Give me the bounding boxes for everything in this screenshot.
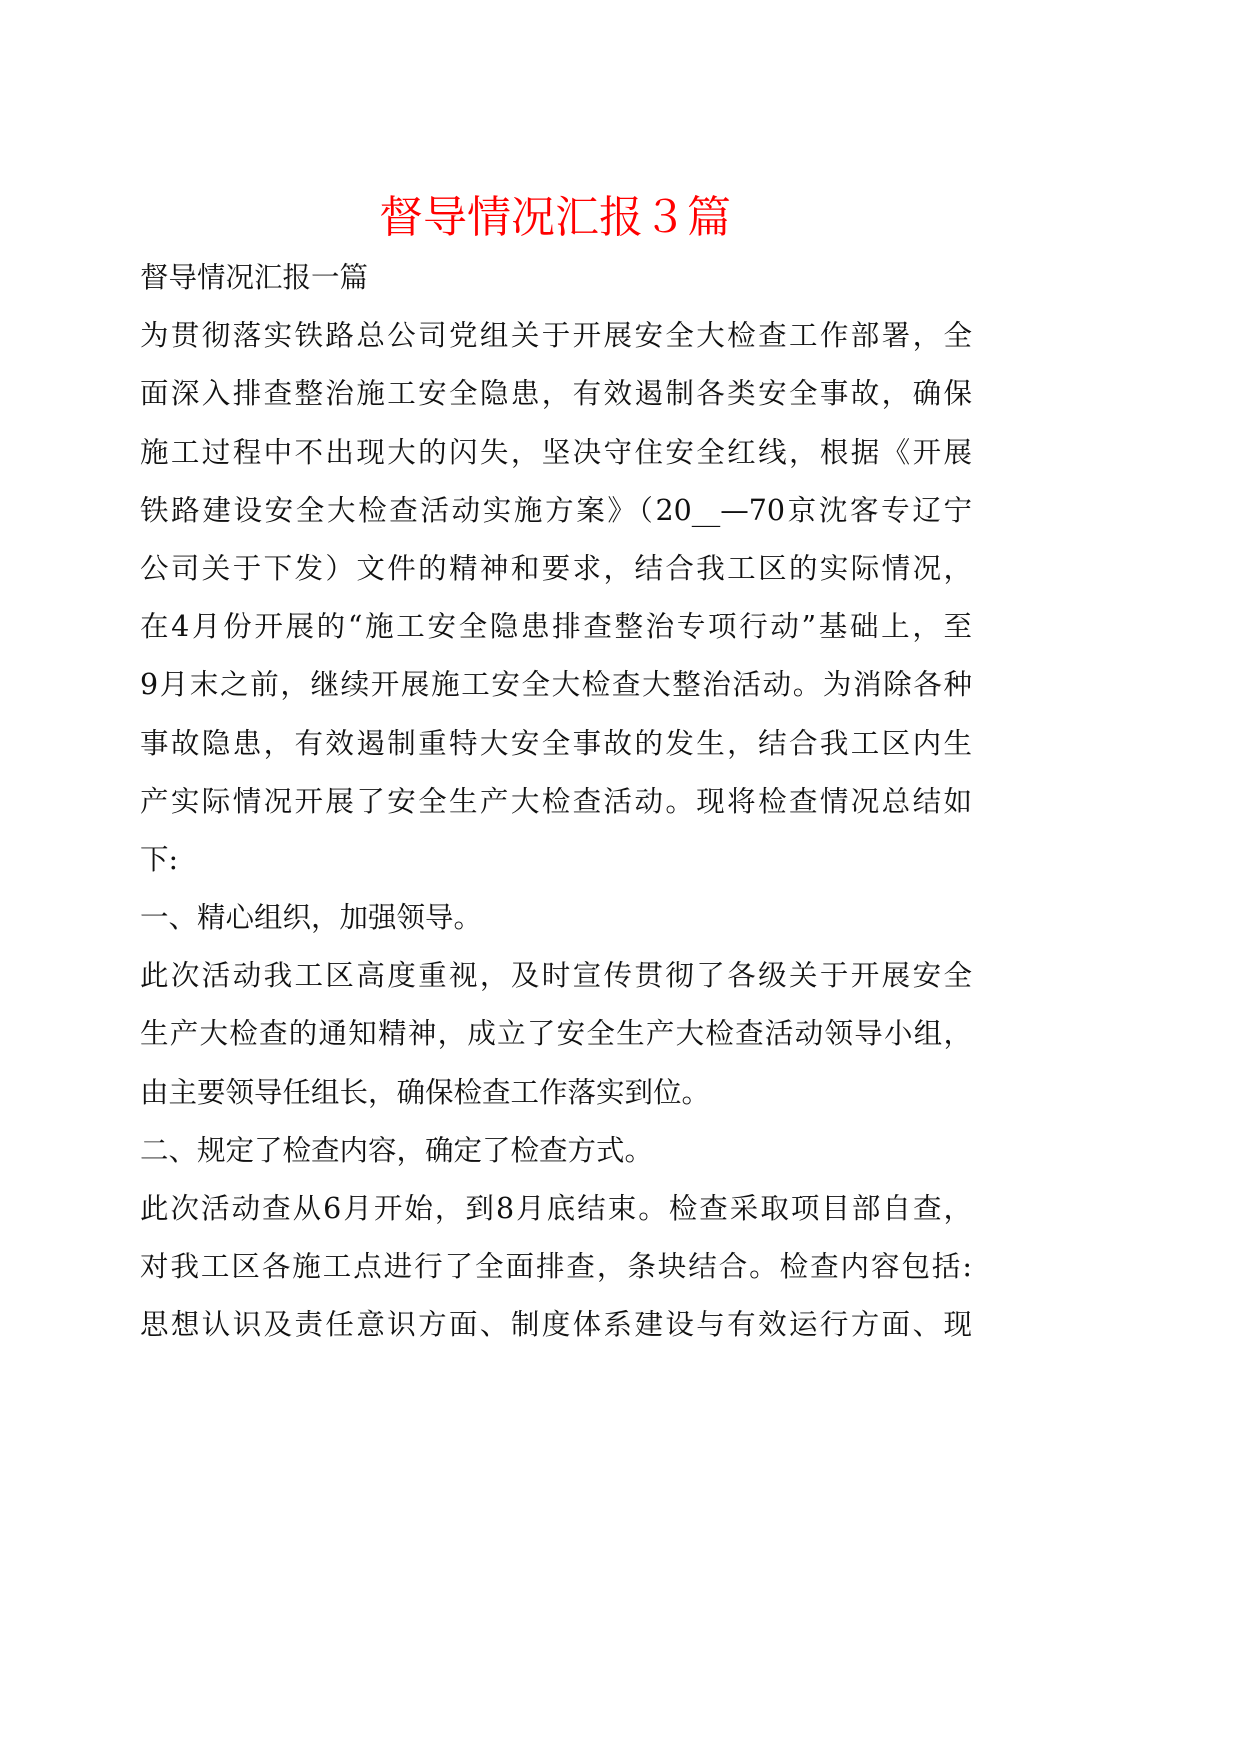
- text-line: 面深入排查整治施工安全隐患，有效遏制各类安全事故，确保: [140, 377, 972, 411]
- text-line: 二、规定了检查内容，确定了检查方式。: [140, 1133, 654, 1167]
- text-line: 公司关于下发）文件的精神和要求，结合我工区的实际情况，: [140, 551, 972, 585]
- text-line: 思想认识及责任意识方面、制度体系建设与有效运行方面、现: [140, 1308, 972, 1342]
- text-line: 一、精心组织，加强领导。: [140, 901, 483, 935]
- text-line: 事故隐患，有效遏制重特大安全事故的发生，结合我工区内生: [140, 726, 972, 760]
- text-line: 9月末之前，继续开展施工安全大检查大整治活动。为消除各种: [140, 668, 972, 702]
- text-line: 此次活动查从6月开始，到8月底结束。检查采取项目部自查，: [140, 1192, 972, 1225]
- text-line: 在4月份开展的“施工安全隐患排查整治专项行动”基础上，至: [140, 610, 972, 644]
- text-line: 铁路建设安全大检查活动实施方案》（20__—70京沈客专辽宁: [140, 493, 972, 527]
- text-line: 为贯彻落实铁路总公司党组关于开展安全大检查工作部署，全: [140, 319, 972, 353]
- text-line: 督导情况汇报一篇: [140, 261, 369, 294]
- text-line: 生产大检查的通知精神，成立了安全生产大检查活动领导小组，: [140, 1017, 972, 1051]
- text-line: 对我工区各施工点进行了全面排查，条块结合。检查内容包括:: [140, 1250, 972, 1284]
- text-line: 由主要领导任组长，确保检查工作落实到位。: [140, 1075, 711, 1109]
- text-line: 下:: [140, 842, 179, 876]
- text-line: 此次活动我工区高度重视，及时宣传贯彻了各级关于开展安全: [140, 959, 972, 993]
- text-line: 产实际情况开展了安全生产大检查活动。现将检查情况总结如: [140, 784, 972, 818]
- document-title: 督导情况汇报３篇: [379, 192, 731, 243]
- text-line: 施工过程中不出现大的闪失，坚决守住安全红线，根据《开展: [140, 435, 972, 469]
- document-body: [140, 256, 972, 1362]
